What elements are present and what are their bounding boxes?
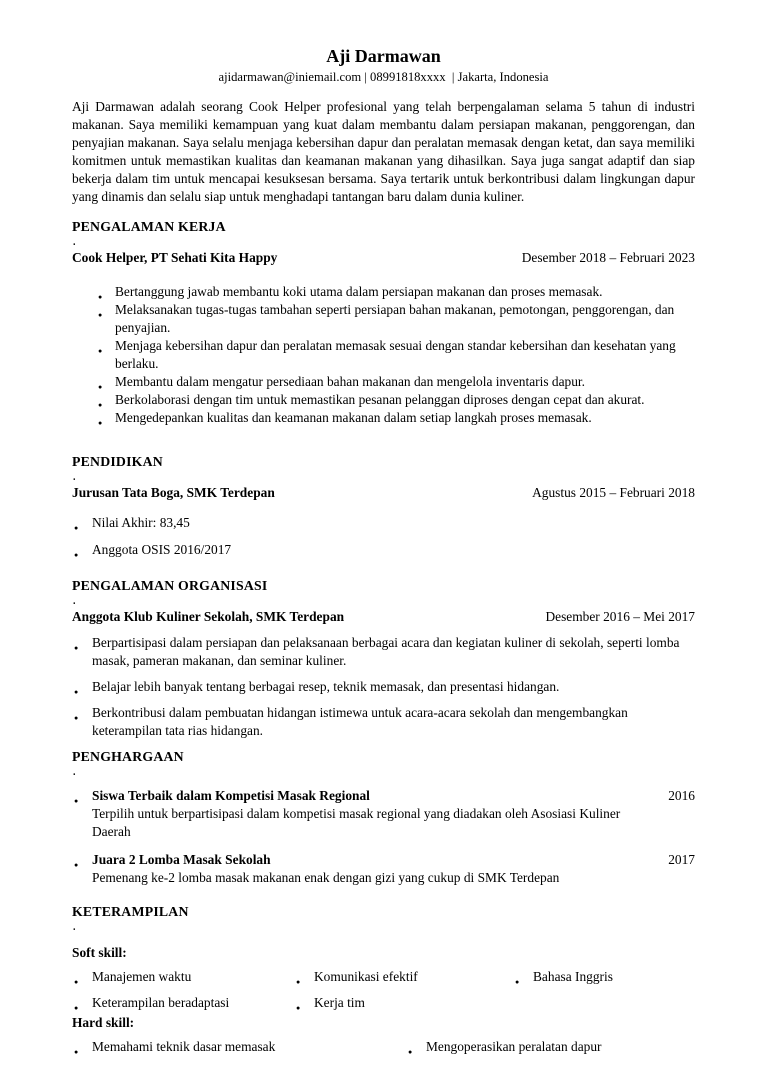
soft-skill-grid bbox=[72, 968, 695, 1012]
section-heading-education: PENDIDIKAN bbox=[72, 454, 163, 469]
section-heading-work: PENGALAMAN KERJA bbox=[72, 219, 226, 234]
entry-date: Desember 2018 – Februari 2023 bbox=[521, 250, 695, 265]
entry-title: Cook Helper, PT Sehati Kita Happy bbox=[72, 250, 278, 265]
award-title: ● Juara 2 Lomba Masak Sekolah bbox=[92, 852, 271, 867]
entry-date: Desember 2016 – Mei 2017 bbox=[545, 609, 695, 624]
stray-dot: . bbox=[73, 767, 76, 778]
hard-skill-grid bbox=[72, 1038, 695, 1056]
bullet-item: ● Menjaga kebersihan dapur dan peralatan memasak sesuai dengan standar kebersihan dan kesehatan yang berlaku. bbox=[72, 337, 695, 373]
stray-dot: . bbox=[73, 237, 76, 248]
organization-bullet-list bbox=[72, 634, 695, 740]
education-bullet-list bbox=[72, 514, 695, 559]
soft-skill-label: Soft skill: bbox=[72, 945, 127, 960]
section-skills bbox=[72, 903, 695, 1056]
soft-skill-item: ● Bahasa Inggris bbox=[513, 968, 695, 986]
bullet-item: ● Mengedepankan kualitas dan keamanan makanan dalam setiap langkah proses memasak. bbox=[72, 409, 695, 427]
entry-row bbox=[72, 608, 695, 626]
bullet-item: ● Bertanggung jawab membantu koki utama dalam persiapan makanan dan proses memasak. bbox=[72, 283, 695, 301]
section-heading-awards: PENGHARGAAN bbox=[72, 749, 184, 764]
entry-date: Agustus 2015 – Februari 2018 bbox=[532, 485, 695, 500]
bullet-item: ● Berkolaborasi dengan tim untuk memastikan pesanan pelanggan diproses dengan cepat dan akurat. bbox=[72, 391, 695, 409]
person-name: Aji Darmawan bbox=[326, 46, 441, 66]
entry-title: Jurusan Tata Boga, SMK Terdepan bbox=[72, 485, 275, 500]
hard-skill-item: ● Memahami teknik dasar memasak bbox=[72, 1038, 406, 1056]
soft-skill-item: ● Kerja tim bbox=[294, 994, 513, 1012]
contact-line: ajidarmawan@iniemail.com | 08991818xxxx | Jakarta, Indonesia bbox=[218, 70, 549, 84]
entry-row bbox=[72, 249, 695, 267]
hard-skill-label: Hard skill: bbox=[72, 1015, 135, 1030]
stray-dot: . bbox=[73, 472, 76, 483]
summary-paragraph: Aji Darmawan adalah seorang Cook Helper profesional yang telah berpengalaman selama 5 tahun di industri makanan. Saya memiliki kemampuan yang kuat dalam membantu dalam persiapan makanan, penggorengan, dan penyajian makanan. Saya selalu menjaga kebersihan dapur dan peralatan memasak dengan ketat, dan saya memiliki komitmen untuk memastikan kualitas dan keamanan makanan yang dihasilkan. Saya juga sangat adaptif dan siap bekerja dalam tim untuk mencapai kesuksesan bersama. Saya tertarik untuk berkontribusi dalam lingkungan dapur yang dinamis dan selalu siap untuk menghadapi tantangan baru dalam dunia kuliner. bbox=[72, 99, 695, 204]
award-year: 2017 bbox=[668, 852, 695, 867]
award-title: ● Siswa Terbaik dalam Kompetisi Masak Regional bbox=[92, 788, 370, 803]
award-head bbox=[92, 851, 695, 869]
bullet-item: ● Belajar lebih banyak tentang berbagai resep, teknik memasak, dan presentasi hidangan. bbox=[72, 678, 695, 696]
stray-dot: . bbox=[73, 922, 76, 933]
section-work bbox=[72, 218, 695, 427]
bullet-item: ● Membantu dalam mengatur persediaan bahan makanan dan mengelola inventaris dapur. bbox=[72, 373, 695, 391]
award-year: 2016 bbox=[668, 788, 695, 803]
award-item bbox=[72, 851, 695, 887]
award-description: Terpilih untuk berpartisipasi dalam kompetisi masak regional yang diadakan oleh Asosiasi Kuliner Daerah bbox=[92, 806, 621, 839]
entry-row bbox=[72, 484, 695, 502]
soft-skill-item: ● Keterampilan beradaptasi bbox=[72, 994, 294, 1012]
bullet-item: ● Berpartisipasi dalam persiapan dan pelaksanaan berbagai acara dan kegiatan kuliner di sekolah, seperti lomba masak, pameran makanan, dan seminar kuliner. bbox=[72, 634, 695, 670]
section-heading-skills: KETERAMPILAN bbox=[72, 904, 189, 919]
section-awards bbox=[72, 748, 695, 887]
soft-skill-item: ● Komunikasi efektif bbox=[294, 968, 513, 986]
work-bullet-list bbox=[72, 283, 695, 427]
bullet-item: ● Nilai Akhir: 83,45 bbox=[72, 514, 695, 532]
award-head bbox=[92, 787, 695, 805]
award-description: Pemenang ke-2 lomba masak makanan enak dengan gizi yang cukup di SMK Terdepan bbox=[92, 870, 560, 885]
entry-title: Anggota Klub Kuliner Sekolah, SMK Terdepan bbox=[72, 609, 345, 624]
stray-dot: . bbox=[73, 596, 76, 607]
soft-skill-item: ● Manajemen waktu bbox=[72, 968, 294, 986]
section-education bbox=[72, 453, 695, 559]
bullet-item: ● Melaksanakan tugas-tugas tambahan seperti persiapan bahan makanan, pemotongan, penggorengan, dan penyajian. bbox=[72, 301, 695, 337]
hard-skill-item: ● Mengoperasikan peralatan dapur bbox=[406, 1038, 695, 1056]
section-heading-organization: PENGALAMAN ORGANISASI bbox=[72, 578, 268, 593]
section-organization bbox=[72, 577, 695, 740]
bullet-item: ● Anggota OSIS 2016/2017 bbox=[72, 541, 695, 559]
bullet-item: ● Berkontribusi dalam pembuatan hidangan istimewa untuk acara-acara sekolah dan mengembangkan keterampilan tata rias hidangan. bbox=[72, 704, 695, 740]
award-list bbox=[72, 787, 695, 887]
award-item bbox=[72, 787, 695, 841]
